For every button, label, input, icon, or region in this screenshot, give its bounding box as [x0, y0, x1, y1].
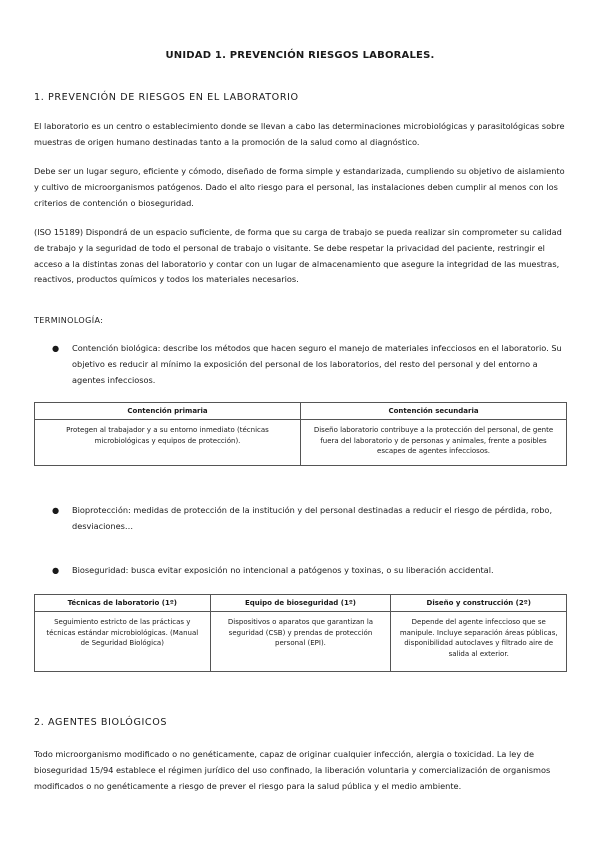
paragraph-lugar-seguro: Debe ser un lugar seguro, eficiente y cómodo, diseñado de forma simple y estandarizada, cumpliendo su objetivo de aislamiento y cultivo de microorganismos patógenos. Dado el alto riesgo para el personal, las instalaciones deben cumplir al menos con los criterios de contención o bioseguridad. — [34, 166, 565, 208]
section-heading-prevencion: 1. PREVENCIÓN DE RIESGOS EN EL LABORATORIO — [34, 92, 299, 103]
table-header-cell: Contención secundaria — [301, 403, 567, 420]
bullet-icon: ● — [52, 343, 60, 353]
bullet-icon: ● — [52, 505, 60, 515]
table-contencion — [34, 402, 567, 466]
section-heading-agentes-biologicos: 2. AGENTES BIOLÓGICOS — [34, 717, 168, 728]
table-cell: Diseño laboratorio contribuye a la protección del personal, de gente fuera del laboratorio y de personas y animales, frente a posibles escapes de agentes infecciosos. — [301, 420, 567, 466]
bullet-bioproteccion: Bioprotección: medidas de protección de la institución y del personal destinadas a reducir el riesgo de pérdida, robo, desviaciones… — [72, 505, 553, 531]
table-cell: Protegen al trabajador y a su entorno inmediato (técnicas microbiológicas y equipos de protección). — [35, 420, 301, 466]
table-header-cell: Diseño y construcción (2º) — [391, 595, 567, 612]
page-title: UNIDAD 1. PREVENCIÓN RIESGOS LABORALES. — [165, 50, 435, 61]
bullet-bioseguridad: Bioseguridad: busca evitar exposición no intencional a patógenos y toxinas, o su liberación accidental. — [72, 565, 494, 575]
paragraph-agentes-biologicos: Todo microorganismo modificado o no genéticamente, capaz de originar cualquier infección, alergia o toxicidad. La ley de bioseguridad 15/94 establece el régimen jurídico del uso confinado, la liberación voluntaria y comercialización de organismos modificados o no genéticamente a riesgo de prever el riesgo para la salud pública y el medio ambiente. — [34, 749, 551, 791]
bullet-contencion-biologica: Contención biológica: describe los métodos que hacen seguro el manejo de materiales infecciosos en el laboratorio. Su objetivo es reducir al mínimo la exposición del personal de los laboratorios, del resto del personal y del entorno a agentes infecciosos. — [72, 343, 562, 385]
paragraph-laboratorio-definicion: El laboratorio es un centro o establecimiento donde se llevan a cabo las determinaciones microbiológicas y parasitológicas sobre muestras de origen humano destinadas tanto a la promoción de la salud como al diagnóstico. — [34, 121, 565, 147]
terminologia-heading: TERMINOLOGÍA: — [34, 316, 104, 325]
paragraph-iso-15189: (ISO 15189) Dispondrá de un espacio suficiente, de forma que su carga de trabajo se pueda realizar sin comprometer su calidad de trabajo y la seguridad de todo el personal de trabajo o visitante. Se debe respetar la privacidad del paciente, restringir el acceso a la distintas zonas del laboratorio y contar con un lugar de almacenamiento que asegure la integridad de las muestras, reactivos, productos químicos y todos los materiales necesarios. — [34, 227, 562, 285]
bullet-icon: ● — [52, 565, 60, 575]
table-cell: Dispositivos o aparatos que garantizan la seguridad (CSB) y prendas de protección personal (EPI). — [210, 612, 391, 672]
table-bioseguridad — [34, 594, 567, 672]
table-cell: Seguimiento estricto de las prácticas y técnicas estándar microbiológicas. (Manual de Seguridad Biológica) — [35, 612, 211, 672]
table-header-cell: Técnicas de laboratorio (1º) — [35, 595, 211, 612]
table-cell: Depende del agente infeccioso que se manipule. Incluye separación áreas públicas, disponibilidad autoclaves y filtrado aire de salida al exterior. — [391, 612, 567, 672]
table-header-cell: Contención primaria — [35, 403, 301, 420]
table-header-cell: Equipo de bioseguridad (1º) — [210, 595, 391, 612]
